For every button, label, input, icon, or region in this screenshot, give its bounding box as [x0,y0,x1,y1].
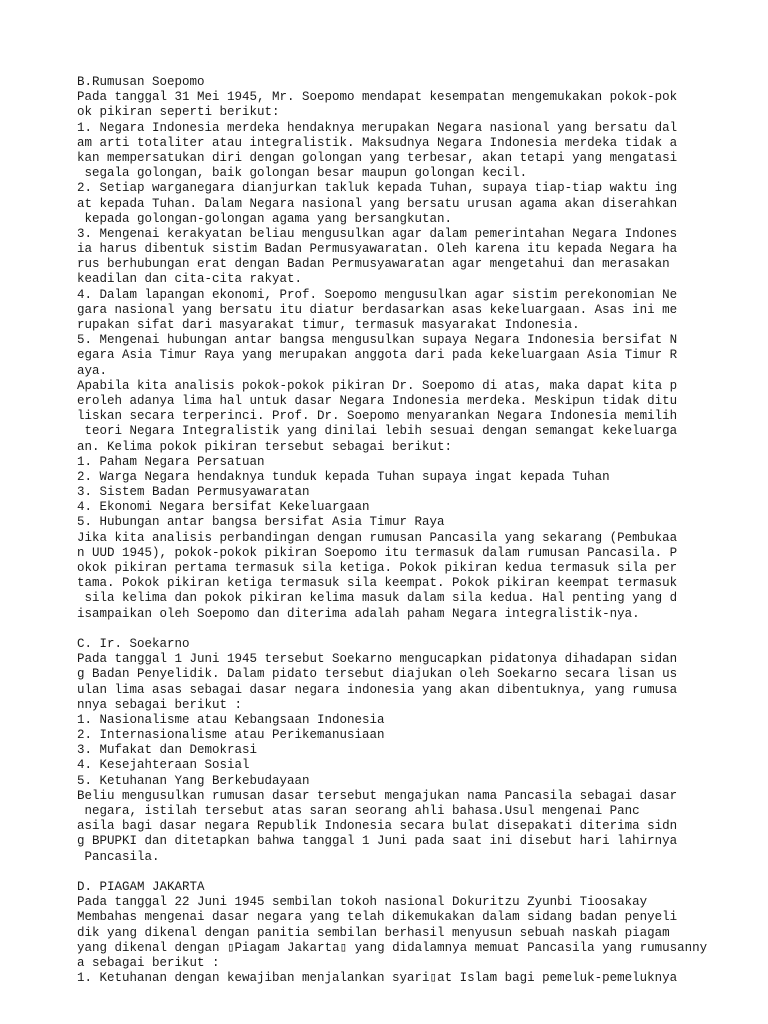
text-line: ulan lima asas sebagai dasar negara indonesia yang akan dibentuknya, yang rumusa [77,682,678,697]
text-line: Beliu mengusulkan rumusan dasar tersebut mengajukan nama Pancasila sebagai dasar [77,788,678,803]
text-line: g BPUPKI dan ditetapkan bahwa tanggal 1 Juni pada saat ini disebut hari lahirnya [77,834,678,849]
text-line: Pada tanggal 31 Mei 1945, Mr. Soepomo mendapat kesempatan mengemukakan pokok-pok [77,90,678,105]
text-line: ia harus dibentuk sistim Badan Permusyawaratan. Oleh karena itu kepada Negara ha [77,242,678,257]
document-body [77,75,757,986]
text-line: rus berhubungan erat dengan Badan Permusyawaratan agar mengetahui dan merasakan [77,257,670,272]
text-line: liskan secara terperinci. Prof. Dr. Soepomo menyarankan Negara Indonesia memilih [77,409,678,424]
text-line: am arti totaliter atau integralistik. Maksudnya Negara Indonesia merdeka tidak a [77,135,678,150]
text-line: okok pikiran pertama termasuk sila ketiga. Pokok pikiran kedua termasuk sila per [77,561,678,575]
text-line: sila kelima dan pokok pikiran kelima masuk dalam sila kedua. Hal penting yang d [77,591,678,606]
text-line: 2. Internasionalisme atau Perikemanusiaan [77,728,385,743]
text-line: 2. Warga Negara hendaknya tunduk kepada Tuhan supaya ingat kepada Tuhan [77,469,610,484]
text-line: aya. [77,363,108,378]
text-line: nnya sebagai berikut : [77,697,243,712]
text-line: kan mempersatukan diri dengan golongan yang terbesar, akan tetapi yang mengatasi [77,150,678,165]
blank-line [77,865,757,880]
text-line: dik yang dikenal dengan panitia sembilan berhasil menyusun sebuah naskah piagam [77,925,670,940]
text-line: 5. Hubungan antar bangsa bersifat Asia Timur Raya [77,515,445,530]
text-line: an. Kelima pokok pikiran tersebut sebagai berikut: [77,439,453,454]
text-line: 3. Mufakat dan Demokrasi [77,743,258,758]
text-line: 5. Ketuhanan Yang Berkebudayaan [77,773,310,788]
text-line: ok pikiran seperti berikut: [77,105,280,120]
text-line: egara Asia Timur Raya yang merupakan anggota dari pada kekeluargaan Asia Timur R [77,348,678,363]
blank-line [77,622,757,637]
text-line: Membahas mengenai dasar negara yang telah dikemukakan dalam sidang badan penyeli [77,910,678,925]
text-line: eroleh adanya lima hal untuk dasar Negara Indonesia merdeka. Meskipun tidak ditu [77,393,678,408]
text-line: at kepada Tuhan. Dalam Negara nasional yang bersatu urusan agama akan diserahkan [77,196,678,211]
text-line: 1. Negara Indonesia merdeka hendaknya merupakan Negara nasional yang bersatu dal [77,120,678,135]
text-line: 1. Nasionalisme atau Kebangsaan Indonesia [77,712,385,727]
text-line: teori Negara Integralistik yang dinilai lebih sesuai dengan semangat kekeluarga [77,424,678,439]
text-line: 2. Setiap warganegara dianjurkan takluk kepada Tuhan, supaya tiap-tiap waktu ing [77,181,678,196]
text-line: 4. Kesejahteraan Sosial [77,758,250,773]
text-line: Pada tanggal 22 Juni 1945 sembilan tokoh nasional Dokuritzu Zyunbi Tioosakay [77,895,648,910]
text-line: 4. Ekonomi Negara bersifat Kekeluargaan [77,500,370,515]
text-line: Jika kita analisis perbandingan dengan rumusan Pancasila yang sekarang (Pembukaa [77,530,678,545]
text-line: yang dikenal dengan ▯Piagam Jakarta▯ yang didalamnya memuat Pancasila yang rumusanny [77,940,708,955]
text-line: kepada golongan-golongan agama yang bersangkutan. [77,211,453,226]
text-line: negara, istilah tersebut atas saran seorang ahli bahasa.Usul mengenai Panc [77,804,640,818]
text-line: D. PIAGAM JAKARTA [77,879,205,894]
text-line: Pancasila. [77,849,160,864]
text-line: 1. Ketuhanan dengan kewajiban menjalankan syari▯at Islam bagi pemeluk-pemeluknya [77,971,678,986]
text-line: C. Ir. Soekarno [77,636,190,651]
text-line: Apabila kita analisis pokok-pokok pikiran Dr. Soepomo di atas, maka dapat kita p [77,378,678,393]
text-line: 5. Mengenai hubungan antar bangsa mengusulkan supaya Negara Indonesia bersifat N [77,333,678,348]
text-line: n UUD 1945), pokok-pokok pikiran Soepomo itu termasuk dalam rumusan Pancasila. P [77,545,678,560]
text-line: Pada tanggal 1 Juni 1945 tersebut Soekarno mengucapkan pidatonya dihadapan sidan [77,652,678,667]
text-line: g Badan Penyelidik. Dalam pidato tersebut diajukan oleh Soekarno secara lisan us [77,667,678,682]
text-line: tama. Pokok pikiran ketiga termasuk sila keempat. Pokok pikiran keempat termasuk [77,576,678,591]
text-line: 3. Mengenai kerakyatan beliau mengusulkan agar dalam pemerintahan Negara Indones [77,226,678,241]
text-line: a sebagai berikut : [77,955,220,970]
text-line: 4. Dalam lapangan ekonomi, Prof. Soepomo mengusulkan agar sistim perekonomian Ne [77,287,678,302]
text-line: keadilan dan cita-cita rakyat. [77,272,303,287]
text-line: rupakan sifat dari masyarakat timur, termasuk masyarakat Indonesia. [77,318,580,332]
text-line: gara nasional yang bersatu itu diatur berdasarkan asas kekeluargaan. Asas ini me [77,302,678,317]
text-line: isampaikan oleh Soepomo dan diterima adalah paham Negara integralistik-nya. [77,606,640,621]
text-line: B.Rumusan Soepomo [77,75,205,89]
text-line: 3. Sistem Badan Permusyawaratan [77,485,310,500]
text-line: segala golongan, baik golongan besar maupun golongan kecil. [77,166,528,181]
text-line: asila bagi dasar negara Republik Indonesia secara bulat disepakati diterima sidn [77,819,678,834]
text-line: 1. Paham Negara Persatuan [77,454,265,469]
